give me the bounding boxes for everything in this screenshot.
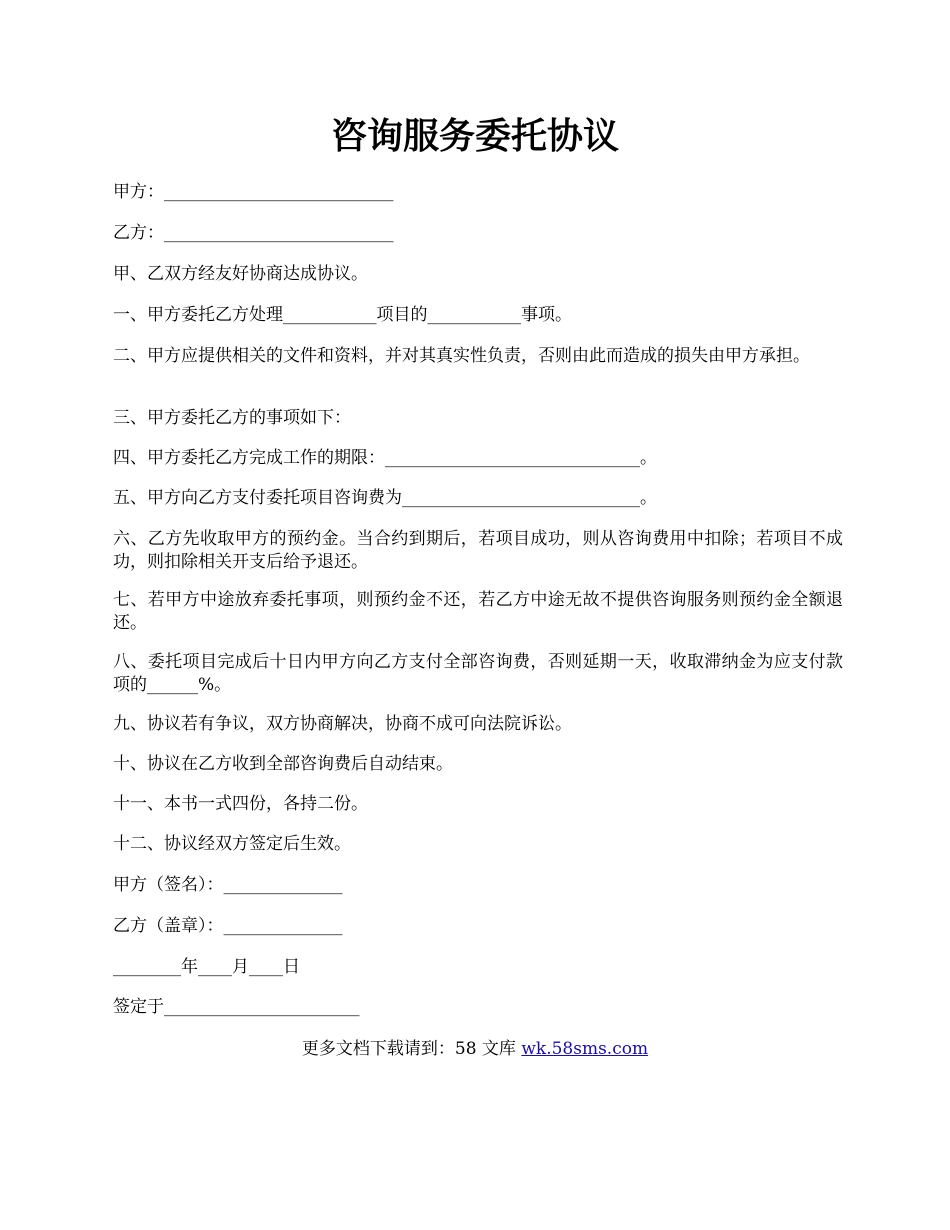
- clause-3: 三、甲方委托乙方的事项如下：: [113, 408, 351, 428]
- signing-date: ________年____月____日: [113, 957, 300, 977]
- footer-note: [0, 1038, 950, 1061]
- clause-4: 四、甲方委托乙方完成工作的期限：______________________________。: [113, 448, 657, 468]
- agreement-intro: 甲、乙双方经友好协商达成协议。: [113, 264, 368, 284]
- footer-link[interactable]: wk.58sms.com: [521, 1039, 649, 1059]
- clause-6: 六、乙方先收取甲方的预约金。当合约到期后，若项目成功，则从咨询费用中扣除；若项目不成功，则扣除相关开支后给予退还。: [113, 529, 843, 572]
- document-title: 咨询服务委托协议: [330, 116, 619, 157]
- clause-9: 九、协议若有争议，双方协商解决，协商不成可向法院诉讼。: [113, 714, 572, 734]
- signing-place: 签定于_______________________: [113, 997, 360, 1017]
- clause-10: 十、协议在乙方收到全部咨询费后自动结束。: [113, 754, 453, 774]
- clause-7: 七、若甲方中途放弃委托事项，则预约金不还，若乙方中途无故不提供咨询服务则预约金全额退还。: [113, 590, 843, 633]
- clause-11: 十一、本书一式四份，各持二份。: [113, 794, 368, 814]
- clause-5: 五、甲方向乙方支付委托项目咨询费为____________________________。: [113, 488, 657, 508]
- clause-8: 八、委托项目完成后十日内甲方向乙方支付全部咨询费，否则延期一天，收取滞纳金为应支付款项的______%。: [113, 652, 843, 695]
- party-a-line: 甲方：___________________________: [113, 182, 394, 202]
- party-b-line: 乙方：___________________________: [113, 223, 394, 243]
- clause-12: 十二、协议经双方签定后生效。: [113, 834, 351, 854]
- party-b-seal: 乙方（盖章）：______________: [113, 916, 343, 936]
- party-a-signature: 甲方（签名）：______________: [113, 875, 343, 895]
- clause-1: 一、甲方委托乙方处理___________项目的___________事项。: [113, 305, 572, 325]
- clause-2: 二、甲方应提供相关的文件和资料，并对其真实性负责，否则由此而造成的损失由甲方承担。: [113, 346, 810, 366]
- footer-prefix: 更多文档下载请到：58 文库: [301, 1039, 522, 1059]
